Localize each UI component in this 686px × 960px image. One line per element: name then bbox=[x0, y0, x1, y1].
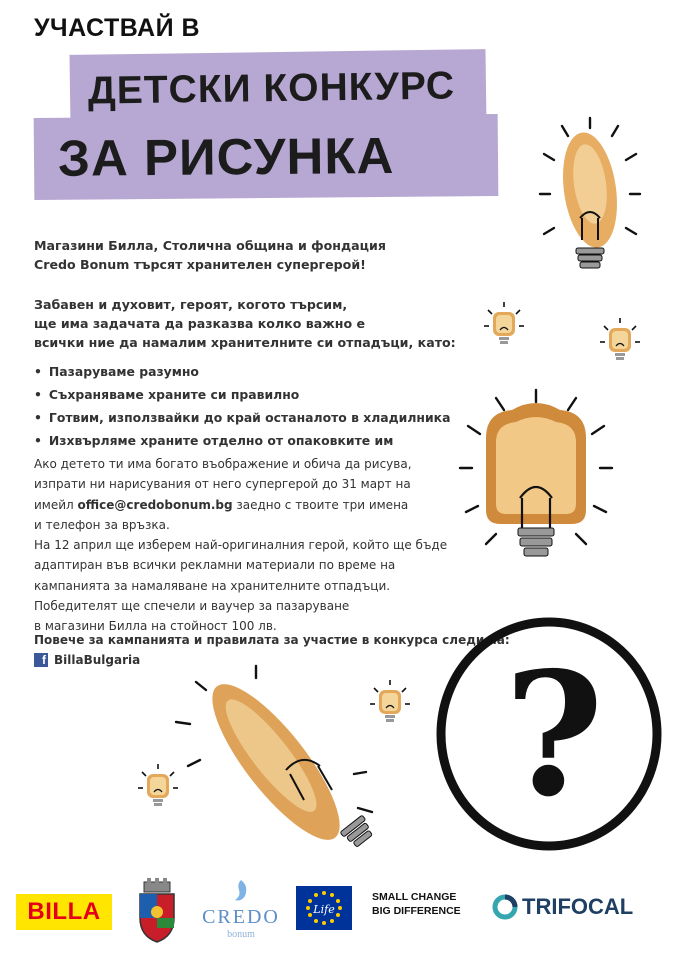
body-line: в магазини Билла на стойност 100 лв. bbox=[34, 619, 277, 634]
title-line-1: ДЕТСКИ КОНКУРС bbox=[87, 64, 456, 113]
mission-line: ще има задачата да разказва колко важно е bbox=[34, 316, 366, 331]
credo-logo-subtext: bonum bbox=[227, 929, 255, 940]
small-change-line-2: BIG DIFFERENCE bbox=[372, 905, 461, 917]
body-line: изпрати ни нарисувания от него супергерой до 31 март на bbox=[34, 477, 411, 492]
baguette-bulb-icon bbox=[536, 114, 644, 290]
title-line-2: ЗА РИСУНКА bbox=[57, 126, 395, 187]
trifocal-logo bbox=[492, 894, 633, 920]
bullet-list bbox=[34, 360, 450, 452]
dove-icon bbox=[229, 878, 253, 904]
bullet-item: • Съхраняваме храните си правилно bbox=[34, 383, 450, 406]
header-kicker: УЧАСТВАЙ В bbox=[34, 14, 201, 42]
credo-bonum-logo bbox=[198, 878, 284, 942]
more-info-text: Повече за кампанията и правилата за участие в конкурса следи на: bbox=[34, 633, 510, 647]
credo-logo-text: CREDO bbox=[202, 906, 280, 928]
body-line: Ако детето ти има богато въображение и обича да рисува, bbox=[34, 457, 412, 471]
baguette-diagonal-icon bbox=[166, 662, 394, 868]
title-band-2 bbox=[34, 114, 499, 200]
toast-bulb-small-icon bbox=[482, 300, 526, 352]
partner-logos bbox=[0, 872, 686, 952]
body-line: На 12 април ще изберем най-оригиналния герой, който ще бъде bbox=[34, 538, 448, 553]
question-mark: ? bbox=[504, 635, 604, 835]
intro-text bbox=[34, 236, 434, 274]
small-change-logo bbox=[372, 890, 472, 918]
email-link[interactable]: office@credobonum.bg bbox=[77, 497, 233, 512]
toast-bulb-small-icon bbox=[368, 678, 412, 730]
facebook-icon: f bbox=[34, 653, 48, 667]
body-text bbox=[34, 454, 448, 637]
mission-text bbox=[34, 295, 494, 352]
sofia-coat-of-arms-icon bbox=[134, 878, 180, 944]
body-line: кампанията за намаляване на хранителните отпадъци. bbox=[34, 578, 391, 593]
eu-life-flag-icon bbox=[296, 886, 352, 930]
trifocal-circle-icon bbox=[492, 894, 518, 920]
bullet-item: • Изхвърляме храните отделно от опаковките им bbox=[34, 429, 450, 452]
bullet-item: • Готвим, използвайки до край останалото в хладилника bbox=[34, 406, 450, 429]
body-line: и телефон за връзка. bbox=[34, 517, 170, 532]
small-change-line-1: SMALL CHANGE bbox=[372, 891, 457, 903]
mission-line: всички ние да намалим хранителните си отпадъци, като: bbox=[34, 335, 456, 350]
body-fragment: имейл bbox=[34, 497, 78, 512]
toast-bulb-icon bbox=[456, 388, 616, 572]
facebook-link[interactable] bbox=[34, 653, 140, 667]
body-line bbox=[34, 495, 434, 515]
toast-bulb-small-icon bbox=[598, 316, 642, 368]
trifocal-text: TRIFOCAL bbox=[522, 894, 634, 919]
body-line: Победителят ще спечели и ваучер за пазаруване bbox=[34, 599, 350, 614]
eu-life-text: Life bbox=[313, 903, 335, 916]
facebook-handle[interactable]: BillaBulgaria bbox=[54, 653, 141, 667]
body-line: адаптиран във всички рекламни материали по време на bbox=[34, 558, 396, 573]
intro-line: Credo Bonum търсят хранителен супергерой! bbox=[34, 257, 366, 272]
question-circle-icon bbox=[424, 604, 674, 862]
billa-logo: BILLA bbox=[16, 894, 112, 930]
intro-line: Магазини Билла, Столична община и фондация bbox=[34, 238, 386, 253]
body-fragment: заедно с твоите три имена bbox=[232, 497, 409, 512]
toast-bulb-small-icon bbox=[136, 762, 180, 814]
bullet-item: • Пазаруваме разумно bbox=[34, 360, 450, 383]
mission-line: Забавен и духовит, героят, когото търсим, bbox=[34, 297, 348, 312]
